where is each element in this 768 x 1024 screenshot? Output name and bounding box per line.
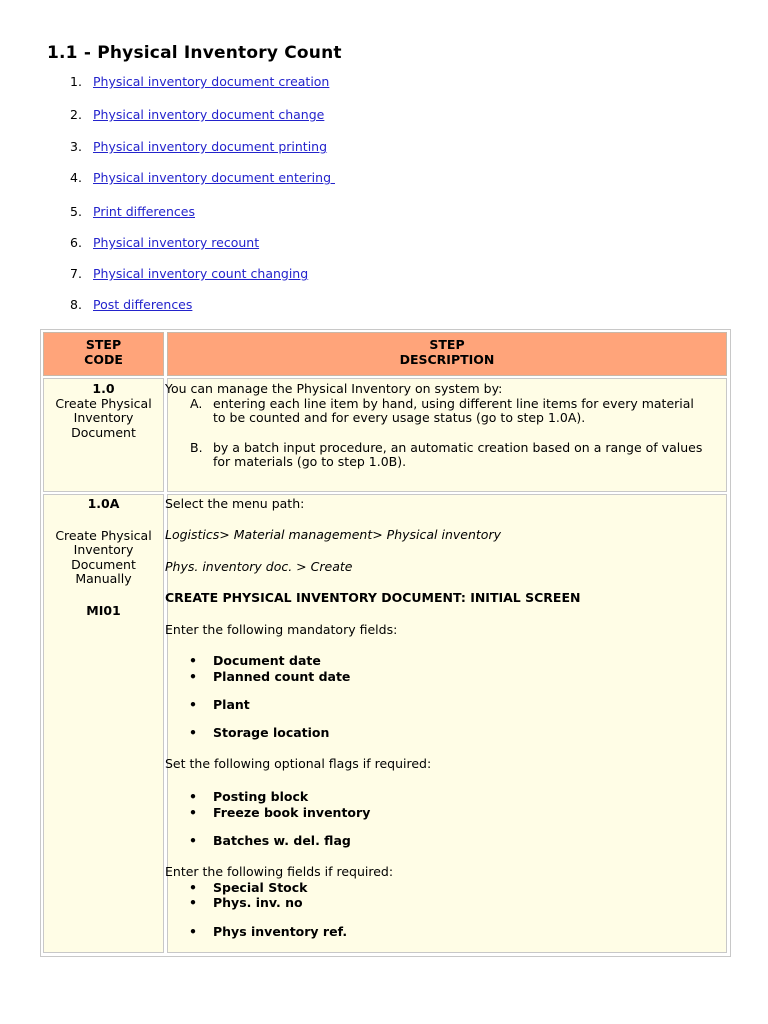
row2-menu-path: Logistics> Material management> Physical inventory <box>165 527 501 542</box>
row2-optional-field: • Phys inventory ref. <box>213 925 347 940</box>
toc-link[interactable]: Physical inventory document creation <box>93 74 330 89</box>
toc-number: 3. <box>70 139 82 154</box>
row2-code-text: Document <box>71 556 136 572</box>
row1-code-cell <box>43 378 164 492</box>
row2-code-text: Inventory <box>73 542 134 557</box>
row2-desc-cell <box>167 494 727 953</box>
toc-item[interactable] <box>70 297 192 312</box>
toc-item[interactable] <box>70 107 324 122</box>
toc-link[interactable]: Physical inventory recount <box>93 235 260 250</box>
row2-optional-flag: • Batches w. del. flag <box>213 834 351 849</box>
row2-mandatory-field: • Document date <box>213 654 321 669</box>
row2-mandatory-intro: Enter the following mandatory fields: <box>165 622 398 637</box>
row2-code-cell <box>43 494 164 953</box>
row2-optional-intro: Set the following optional flags if required: <box>165 756 432 771</box>
row2-mandatory-field: • Plant <box>213 698 250 713</box>
toc-link[interactable]: Physical inventory document entering <box>93 170 335 185</box>
row2-code-text: Create Physical <box>55 527 152 543</box>
row1-code: 1.0 <box>92 381 115 396</box>
row1-intro: You can manage the Physical Inventory on system by: <box>165 381 503 396</box>
row1-marker-b: B. <box>190 440 203 455</box>
row2-code-text: Manually <box>75 571 132 586</box>
toc-item[interactable] <box>70 74 329 89</box>
toc-link[interactable]: Post differences <box>93 297 193 312</box>
row2-tcode: MI01 <box>86 602 121 618</box>
row1-item-b-line1: by a batch input procedure, an automatic creation based on a range of values <box>213 440 703 455</box>
header-step-description <box>167 332 727 376</box>
row1-item-b-line2: for materials (go to step 1.0B). <box>213 454 407 469</box>
header-code-line1: STEP <box>85 337 122 352</box>
row1-item-a-line1: entering each line item by hand, using different line items for every material <box>213 396 694 411</box>
row2-code: 1.0A <box>87 496 120 511</box>
row2-optional-field: • Special Stock <box>213 881 307 896</box>
section-title: 1.1 - Physical Inventory Count <box>47 43 342 63</box>
toc-number: 5. <box>70 204 82 219</box>
row1-marker-a: A. <box>190 396 203 411</box>
toc-number: 7. <box>70 266 82 281</box>
toc-item[interactable] <box>70 170 335 185</box>
toc-item[interactable] <box>70 235 259 250</box>
row2-mandatory-field: • Planned count date <box>213 670 350 685</box>
toc-number: 8. <box>70 297 82 312</box>
toc-number: 4. <box>70 170 82 185</box>
step-table <box>40 329 731 957</box>
row2-menu-path-sub: Phys. inventory doc. > Create <box>165 559 353 574</box>
toc-number: 1. <box>70 74 82 89</box>
header-code-line2: CODE <box>84 351 123 367</box>
header-desc-line1: STEP <box>429 337 465 352</box>
row1-code-text: Inventory <box>73 410 134 425</box>
toc-number: 6. <box>70 235 82 250</box>
toc-link[interactable]: Physical inventory document change <box>93 107 325 122</box>
toc-item[interactable] <box>70 266 308 281</box>
toc-item[interactable] <box>70 204 195 219</box>
toc-link[interactable]: Print differences <box>93 204 195 219</box>
row2-screen-title: CREATE PHYSICAL INVENTORY DOCUMENT: INITIAL SCREEN <box>165 590 581 605</box>
row2-mandatory-field: • Storage location <box>213 726 329 741</box>
row2-optional-flag: • Freeze book inventory <box>213 806 370 821</box>
row1-code-text: Create Physical <box>55 395 152 411</box>
row2-select-path: Select the menu path: <box>165 496 305 511</box>
row1-item-a-line2: to be counted and for every usage status (go to step 1.0A). <box>213 410 586 425</box>
toc-link[interactable]: Physical inventory count changing <box>93 266 309 281</box>
header-desc-line2: DESCRIPTION <box>399 351 495 367</box>
row2-optional-flag: • Posting block <box>213 790 308 805</box>
toc-item[interactable] <box>70 139 327 154</box>
row2-fields-intro: Enter the following fields if required: <box>165 864 394 879</box>
row1-desc-cell <box>167 378 727 492</box>
row2-optional-field: • Phys. inv. no <box>213 896 303 911</box>
header-step-code <box>43 332 164 376</box>
row1-code-text: Document <box>71 424 136 440</box>
toc-link[interactable]: Physical inventory document printing <box>93 139 328 154</box>
toc-number: 2. <box>70 107 82 122</box>
